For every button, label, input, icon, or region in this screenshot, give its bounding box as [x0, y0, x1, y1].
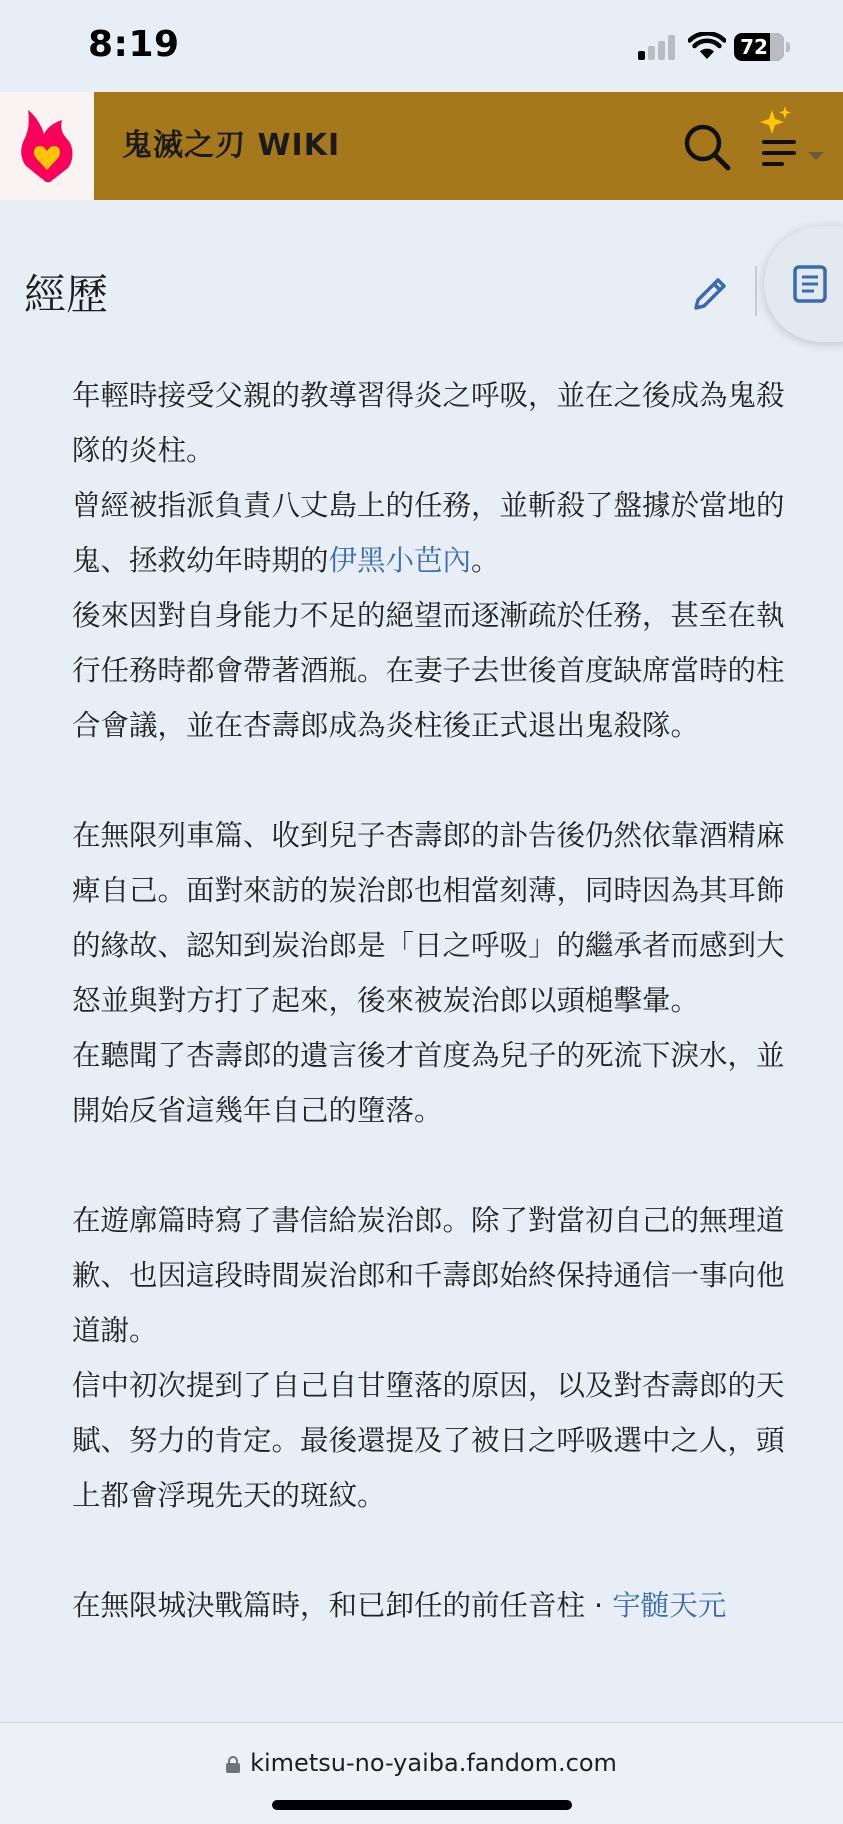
- fandom-heart-flame-icon: [20, 108, 74, 182]
- url-text: kimetsu-no-yaiba.fandom.com: [0, 1749, 843, 1777]
- link-iguro-obanai[interactable]: 伊黑小芭內: [328, 544, 472, 577]
- wifi-icon: [688, 32, 726, 60]
- article-content: [72, 368, 802, 1633]
- pencil-edit-icon[interactable]: [690, 270, 734, 314]
- lock-icon: [226, 1756, 240, 1772]
- paragraph: 年輕時接受父親的教導習得炎之呼吸，並在之後成為鬼殺隊的炎柱。: [72, 379, 785, 467]
- link-uzui-tengen[interactable]: 宇髄天元: [612, 1589, 727, 1622]
- paragraph: 在無限列車篇、收到兒子杏壽郎的訃告後仍然依靠酒精麻痺自己。面對來訪的炭治郎也相當刻薄，同時因為其耳飾的緣故、認知到炭治郎是「日之呼吸」的繼承者而感到大怒並與對方打了起來，後來被炭治郎以頭槌擊暈。: [72, 819, 785, 1017]
- fandom-logo-button[interactable]: [0, 92, 94, 200]
- wiki-title[interactable]: 鬼滅之刃 WIKI: [122, 128, 341, 163]
- status-time: 8:19: [88, 24, 180, 65]
- sparkle-menu-icon[interactable]: [752, 106, 832, 186]
- status-bar: [0, 0, 843, 92]
- paragraph: 在聽聞了杏壽郎的遺言後才首度為兒子的死流下淚水，並開始反省這幾年自己的墮落。: [72, 1039, 785, 1127]
- wiki-header: [0, 92, 843, 200]
- paragraph: 曾經被指派負責八丈島上的任務，並斬殺了盤據於當地的鬼、拯救幼年時期的伊黑小芭內。: [72, 489, 785, 577]
- home-indicator[interactable]: [272, 1800, 572, 1810]
- section-title: 經歷: [24, 270, 109, 319]
- table-of-contents-button[interactable]: [764, 226, 843, 342]
- toolbar-divider: [755, 266, 757, 316]
- paragraph: 信中初次提到了自己自甘墮落的原因，以及對杏壽郎的天賦、努力的肯定。最後還提及了被日之呼吸選中之人，頭上都會浮現先天的斑紋。: [72, 1369, 785, 1512]
- document-list-icon: [792, 264, 828, 304]
- cellular-signal-icon: [638, 34, 678, 60]
- paragraph: 後來因對自身能力不足的絕望而逐漸疏於任務，甚至在執行任務時都會帶著酒瓶。在妻子去世後首度缺席當時的柱合會議，並在杏壽郎成為炎柱後正式退出鬼殺隊。: [72, 599, 785, 742]
- paragraph: 在遊廓篇時寫了書信給炭治郎。除了對當初自己的無理道歉、也因這段時間炭治郎和千壽郎始終保持通信一事向他道謝。: [72, 1204, 785, 1347]
- battery-icon: [734, 33, 790, 61]
- battery-level: 72: [740, 35, 768, 59]
- search-icon[interactable]: [682, 122, 732, 172]
- paragraph: 在無限城決戰篇時，和已卸任的前任音柱 · 宇髄天元: [72, 1589, 727, 1622]
